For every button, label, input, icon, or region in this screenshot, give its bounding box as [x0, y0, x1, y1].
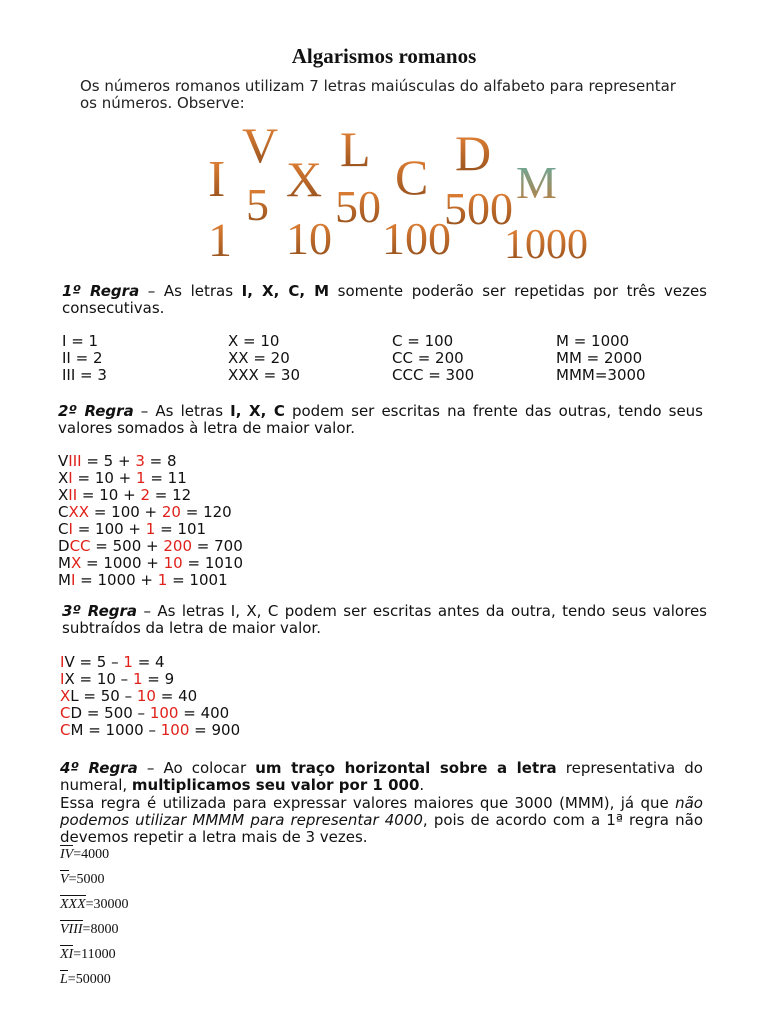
- numeral-value: 500: [444, 183, 513, 234]
- ex-part: C: [58, 503, 69, 521]
- rule1-column: [392, 333, 474, 384]
- rule1-cell: XX = 20: [228, 349, 290, 367]
- numeral-letter: V: [242, 117, 279, 173]
- ex-part: = 100 +: [72, 520, 146, 538]
- rule4-bold: um traço horizontal sobre a letra: [255, 759, 557, 777]
- ex-part-red: 3: [135, 452, 145, 470]
- ex-part: = 100 +: [89, 503, 162, 521]
- ex-part: = 9: [142, 670, 175, 688]
- rule2-example: [58, 453, 243, 470]
- ex-part-red: 1: [157, 571, 168, 589]
- rule1-cell: X = 10: [228, 332, 280, 350]
- rule2-example: [58, 504, 243, 521]
- numeral-value: 1: [208, 214, 232, 267]
- ex-part: = 700: [192, 537, 243, 555]
- ex-part: = 10 +: [72, 469, 137, 487]
- rule4-examples: [60, 844, 129, 994]
- numeral-letter: C: [395, 149, 429, 205]
- rule1-column: [62, 333, 107, 384]
- rule4-bold: multiplicamos seu valor por 1 000: [131, 776, 420, 794]
- rule3-example: [60, 654, 240, 671]
- ex-part-red: CC: [69, 537, 91, 555]
- ex-part: X: [58, 486, 69, 504]
- ex-part: = 5 –: [74, 653, 124, 671]
- rule2-example: [58, 538, 243, 555]
- ex-part: = 40: [155, 687, 198, 705]
- ex-part: = 1000 +: [81, 554, 164, 572]
- numeral-letter: D: [455, 125, 492, 181]
- numeral-value: 100: [382, 213, 451, 264]
- ex-part-red: I: [68, 520, 73, 538]
- example-value: =4000: [73, 847, 110, 862]
- rule4-text: – Ao colocar: [137, 759, 256, 777]
- ex-part: = 12: [149, 486, 192, 504]
- rule2-examples: [58, 453, 243, 589]
- ex-part: = 120: [180, 503, 232, 521]
- ex-part-red: I: [60, 670, 65, 688]
- ex-part-red: C: [60, 704, 71, 722]
- ex-part: V: [58, 452, 69, 470]
- ex-part: X: [58, 469, 69, 487]
- ex-part-red: X: [60, 687, 71, 705]
- ex-part: = 8: [144, 452, 177, 470]
- roman-numerals-figure: [200, 117, 588, 268]
- rule3-examples: [60, 654, 240, 739]
- rule1-text: – As letras: [139, 282, 242, 300]
- numeral-letter: I: [208, 151, 226, 208]
- ex-part: L: [70, 687, 79, 705]
- ex-part-red: II: [68, 486, 78, 504]
- rule1-cell: MM = 2000: [556, 349, 643, 367]
- ex-part-red: I: [70, 571, 76, 589]
- rule4-label: 4º Regra: [60, 759, 138, 777]
- ex-part: = 4: [132, 653, 165, 671]
- example-value: =8000: [82, 922, 119, 937]
- ex-part-red: C: [60, 721, 71, 739]
- ex-part: = 500 +: [90, 537, 164, 555]
- rule3-label: 3º Regra: [62, 602, 138, 620]
- ex-part: C: [58, 520, 69, 538]
- ex-part-red: 2: [140, 486, 150, 504]
- ex-part: = 10 –: [74, 670, 133, 688]
- ex-part: = 1010: [182, 554, 243, 572]
- overlined-numeral: VIII: [60, 922, 83, 937]
- rule4-text: .: [419, 776, 425, 794]
- overlined-numeral: XI: [60, 947, 74, 962]
- numeral-letter: L: [340, 121, 371, 177]
- rule2-example: [58, 470, 243, 487]
- overlined-numeral: L: [60, 972, 68, 987]
- numeral-value: 5: [246, 179, 269, 230]
- rule4-example: [60, 969, 129, 994]
- ex-part: V: [64, 653, 75, 671]
- rule2-heading: [58, 403, 703, 437]
- ex-part: M: [58, 571, 71, 589]
- ex-part: = 50 –: [78, 687, 137, 705]
- ex-part: = 1001: [167, 571, 228, 589]
- rule1-letters: I, X, C, M: [241, 282, 330, 300]
- overlined-numeral: IV: [60, 847, 74, 862]
- ex-part-red: 1: [123, 653, 133, 671]
- ex-part-red: 1: [145, 520, 156, 538]
- numeral-letter: X: [286, 151, 323, 207]
- ex-part-red: III: [68, 452, 82, 470]
- rule3-heading: [62, 603, 707, 637]
- ex-part-red: 1: [132, 670, 143, 688]
- ex-part: = 101: [155, 520, 207, 538]
- rule4-para-italic: não podemos utilizar MMMM para representar 4000: [60, 794, 703, 829]
- ex-part: M: [70, 721, 84, 739]
- ex-part-red: X: [70, 554, 82, 572]
- rule1-label: 1º Regra: [62, 282, 140, 300]
- example-value: =5000: [68, 872, 105, 887]
- ex-part: = 400: [178, 704, 230, 722]
- ex-part: = 10 +: [77, 486, 141, 504]
- page-title: Algarismos romanos: [291, 44, 477, 68]
- numeral-letter: M: [516, 157, 557, 208]
- ex-part-red: 100: [149, 704, 179, 722]
- ex-part: D: [70, 704, 83, 722]
- rule4-example: [60, 869, 129, 894]
- rule4-example: [60, 944, 129, 969]
- example-value: =30000: [85, 897, 129, 912]
- example-value: =11000: [73, 947, 116, 962]
- rule4-heading: [60, 760, 703, 794]
- rule3-text: – As letras I, X, C podem ser escritas antes da outra, tendo seus valores subtraídos da letra de maior valor.: [62, 602, 707, 637]
- rule1-cell: I = 1: [62, 332, 99, 350]
- ex-part: D: [58, 537, 70, 555]
- ex-part-red: I: [68, 469, 73, 487]
- rule2-example: [58, 521, 243, 538]
- ex-part-red: 1: [136, 469, 146, 487]
- ex-part: = 500 –: [82, 704, 150, 722]
- rule3-example: [60, 671, 240, 688]
- ex-part: = 1000 +: [75, 571, 158, 589]
- ex-part: = 900: [189, 721, 241, 739]
- ex-part-red: 100: [160, 721, 190, 739]
- ex-part: = 11: [145, 469, 187, 487]
- ex-part-red: XX: [68, 503, 90, 521]
- rule3-example: [60, 705, 240, 722]
- rule1-cell: CC = 200: [392, 349, 464, 367]
- rule2-label: 2º Regra: [58, 402, 134, 420]
- overlined-numeral: XXX: [60, 897, 86, 912]
- rule1-cell: C = 100: [392, 332, 454, 350]
- rule3-example: [60, 722, 240, 739]
- numeral-value: 10: [286, 213, 332, 264]
- rule1-cell: XXX = 30: [228, 366, 301, 384]
- numeral-value: 1000: [504, 222, 588, 268]
- rule1-cell: M = 1000: [556, 332, 630, 350]
- ex-part: = 5 +: [81, 452, 136, 470]
- ex-part-red: I: [60, 653, 65, 671]
- rule1-column: [556, 333, 646, 384]
- ex-part-red: 200: [163, 537, 192, 555]
- rule1-cell: CCC = 300: [392, 366, 475, 384]
- overlined-numeral: V: [60, 872, 69, 887]
- rule4-example: [60, 919, 129, 944]
- rule2-example: [58, 555, 243, 572]
- intro-text: Os números romanos utilizam 7 letras maiúsculas do alfabeto para representar os números. Observe:: [80, 77, 676, 112]
- ex-part: M: [58, 554, 71, 572]
- ex-part: X: [64, 670, 75, 688]
- rule4-para-text: , pois de acordo com a 1ª regra não devemos repetir a letra mais de 3 vezes.: [60, 811, 703, 846]
- rule2-example: [58, 572, 243, 589]
- rule2-letters: I, X, C: [230, 402, 285, 420]
- rule2-example: [58, 487, 243, 504]
- rule4-example: [60, 894, 129, 919]
- example-value: =50000: [67, 972, 111, 987]
- rule4-paragraph: [60, 795, 703, 846]
- rule2-text: podem ser escritas na frente das outras, tendo seus valores somados à letra de maior valor.: [58, 402, 704, 437]
- rule1-heading: [62, 283, 707, 317]
- rule3-example: [60, 688, 240, 705]
- rule1-text: somente poderão ser repetidas por três vezes consecutivas.: [62, 282, 707, 317]
- rule1-cell: III = 3: [62, 366, 107, 384]
- ex-part-red: 10: [136, 687, 156, 705]
- rule1-column: [228, 333, 300, 384]
- ex-part: = 1000 –: [83, 721, 161, 739]
- rule1-cell: II = 2: [62, 349, 103, 367]
- rule4-text: representativa do numeral,: [60, 759, 703, 794]
- rule4-example: [60, 844, 129, 869]
- ex-part-red: 20: [161, 503, 181, 521]
- numeral-value: 50: [335, 181, 381, 232]
- rule4-para-text: Essa regra é utilizada para expressar valores maiores que 3000 (MMM), já que: [60, 794, 676, 812]
- ex-part-red: 10: [163, 554, 183, 572]
- rule1-cell: MMM=3000: [556, 366, 646, 384]
- rule2-text: – As letras: [133, 402, 231, 420]
